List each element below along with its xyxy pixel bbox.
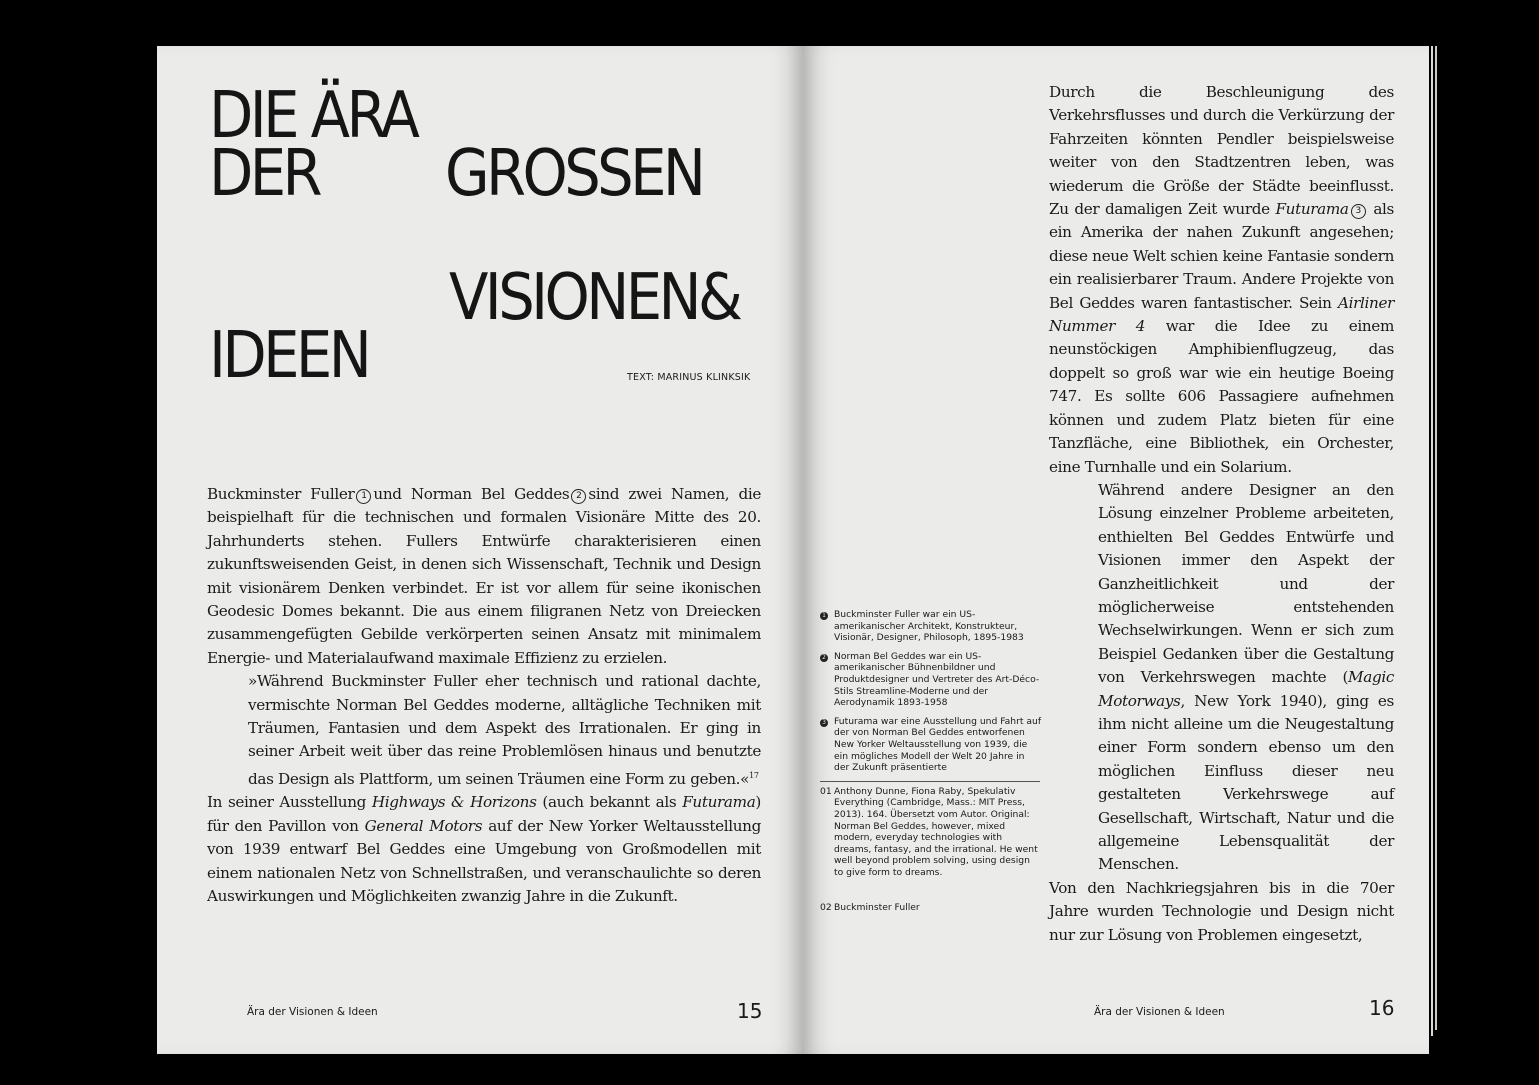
italic-title: Highways & Horizons <box>371 793 537 812</box>
italic-title: Magic Motorways <box>1098 668 1394 710</box>
page-number: 16 <box>1369 996 1395 1020</box>
paragraph-text: als ein Amerika der nahen Zukunft angesehen; diese neue Welt schien keine Fantasie sondern ein realisierbarer Traum. Andere Projekte von Bel Geddes waren fantastischer. Sein <box>1049 200 1394 312</box>
footnote-text: Buckminster Fuller war ein US-amerikanischer Architekt, Konstrukteur, Visionär, Designer, Philosoph, 1895-1983 <box>834 609 1024 644</box>
indented-paragraph <box>1049 479 1394 877</box>
title-line-1: DIE ÄRA <box>209 79 417 153</box>
exhibition-paragraph <box>207 791 761 908</box>
title-line-2-left: DER <box>209 137 319 211</box>
left-page <box>157 46 803 1054</box>
right-page <box>803 46 1429 1054</box>
running-footer: Ära der Visionen & Ideen <box>1094 1006 1225 1018</box>
reference-number: 01 <box>820 785 832 797</box>
footnote-marker: 3 <box>1351 204 1366 219</box>
author-credit: TEXT: MARINUS KLINKSIK <box>627 372 751 383</box>
reference-item <box>820 786 1042 879</box>
paragraph-text: auf der New Yorker Weltausstellung von 1939 entwarf Bel Geddes eine Umgebung von Großmodellen mit einem nationalen Netz von Schnellstraßen, und veranschaulichte so deren Auswirkungen und Möglichkeiten zwanzig Jahre in die Zukunft. <box>207 816 761 905</box>
footnote-text: Futurama war eine Ausstellung und Fahrt auf der von Norman Bel Geddes entworfenen New Yorker Weltausstellung von 1939, die ein mögliches Modell der Welt 20 Jahre in der Zukunft präsentierte <box>834 715 1042 774</box>
block-quote <box>207 670 761 791</box>
paragraph <box>1049 81 1394 479</box>
intro-paragraph <box>207 483 761 670</box>
quote-text: »Während Buckminster Fuller eher technisch und rational dachte, vermischte Norman Bel Geddes moderne, alltägliche Techniken mit Träumen, Fantasien und dem Aspekt des Irrationalen. Er ging in seiner Arbeit weit über das reine Problemlösen hinaus und benutzte das Design als Plattform, um seinen Träumen eine Form zu geben.« <box>248 672 761 788</box>
page-edge <box>1435 46 1437 1030</box>
paragraph-text: , New York 1940), ging es ihm nicht alleine um die Neugestaltung einer Form sondern ebenso um den möglichen Einfluss dieser neu gestalteten Verkehrswege auf Gesellschaft, Wirtschaft, Natur und die allgemeine Lebensqualität der Menschen. <box>1098 691 1394 874</box>
paragraph-text: ) für den Pavillon von <box>207 793 761 835</box>
page-number: 15 <box>737 999 763 1023</box>
reference-text: Anthony Dunne, Fiona Raby, Spekulativ Everything (Cambridge, Mass.: MIT Press, 2013). 164. Übersetzt vom Autor. Original: Norman Bel Geddes, however, mixed modern, everyday technologies with dreams, fantasy, and the irrational. He went well beyond problem solving, using design to give form to dreams. <box>834 785 1038 878</box>
paragraph-text: Von den Nachkriegsjahren bis in die 70er Jahre wurden Technologie und Design nicht nur zur Lösung von Problemen eingesetzt, <box>1049 878 1394 944</box>
paragraph-text: In seiner Ausstellung <box>207 793 372 812</box>
footnote-marker: 2 <box>571 489 586 504</box>
page-edge <box>1431 46 1433 1036</box>
italic-title: General Motors <box>364 816 483 835</box>
italic-title: Airliner Nummer 4 <box>1049 293 1394 336</box>
footnote-item <box>820 651 1042 709</box>
footnote-text: Norman Bel Geddes war ein US-amerikanischer Bühnenbildner und Produktdesigner und Vertreter des Art-Déco-Stils Streamline-Moderne und der Aerodynamik 1893-1958 <box>834 650 1040 709</box>
intro-text: und Norman Bel Geddes <box>373 485 570 503</box>
footnote-item <box>820 609 1042 644</box>
paragraph-text: Während andere Designer an den Lösung einzelner Probleme arbeiteten, enthielten Bel Geddes Entwürfe und Visionen immer den Aspekt der Ganzheitlichkeit und der möglicherweise entstehenden Wechselwirkungen. Wenn er sich zum Beispiel Gedanken über die Gestaltung von Verkehrswegen machte ( <box>1098 480 1394 687</box>
footnote-number: 1 <box>820 612 828 620</box>
right-body-text <box>1049 81 1394 947</box>
paragraph-text: war die Idee zu einem neunstöckigen Amphibienflugzeug, das doppelt so groß war wie ein heutige Boeing 747. Es sollte 606 Passagiere aufnehmen können und zudem Platz bieten für eine Tanzfläche, eine Bibliothek, ein Orchester, eine Turnhalle und ein Solarium. <box>1049 317 1394 476</box>
paragraph <box>1049 877 1394 947</box>
intro-text: sind zwei Namen, die beispielhaft für die technischen und formalen Visionäre Mitte des 20. Jahrhunderts stehen. Fullers Entwürfe charakterisieren einen zukunftsweisenden Geist, in denen sich Wissenschaft, Technik und Design mit visionärem Denken verbindet. Er ist vor allem für seine ikonischen Geodesic Domes bekannt. Die aus einem filigranen Netz von Dreiecken zusammengefügten Gebilde verkörperten seinen Ansatz mit minimalem Energie- und Materialaufwand maximale Effizienz zu erzielen. <box>207 485 761 667</box>
intro-text: Buckminster Fuller <box>207 485 355 503</box>
reference-text: Buckminster Fuller <box>834 902 920 914</box>
footnotes <box>820 609 1042 921</box>
footnote-item <box>820 716 1042 774</box>
footnote-rule <box>820 781 1040 782</box>
left-body-text <box>207 483 761 908</box>
quote-reference: 17 <box>749 770 759 780</box>
title-line-3: VISIONEN& <box>449 261 740 335</box>
italic-title: Futurama <box>1275 200 1349 219</box>
running-footer: Ära der Visionen & Ideen <box>247 1006 378 1018</box>
paragraph-text: (auch bekannt als <box>536 793 683 812</box>
reference-item <box>820 902 1042 914</box>
reference-number: 02 <box>820 902 832 914</box>
italic-title: Futurama <box>682 793 756 812</box>
paragraph-text: Durch die Beschleunigung des Verkehrsflusses und durch die Verkürzung der Fahrzeiten könnten Pendler beispielsweise weiter von den Stadtzentren leben, was wiederum die Größe der Städte beeinflusst. Zu der damaligen Zeit wurde <box>1049 83 1394 219</box>
footnote-number: 3 <box>820 719 828 727</box>
footnote-number: 2 <box>820 654 828 662</box>
title-line-2-right: GROSSEN <box>445 137 703 211</box>
title-line-4: IDEEN <box>209 319 369 393</box>
footnote-marker: 1 <box>356 489 371 504</box>
